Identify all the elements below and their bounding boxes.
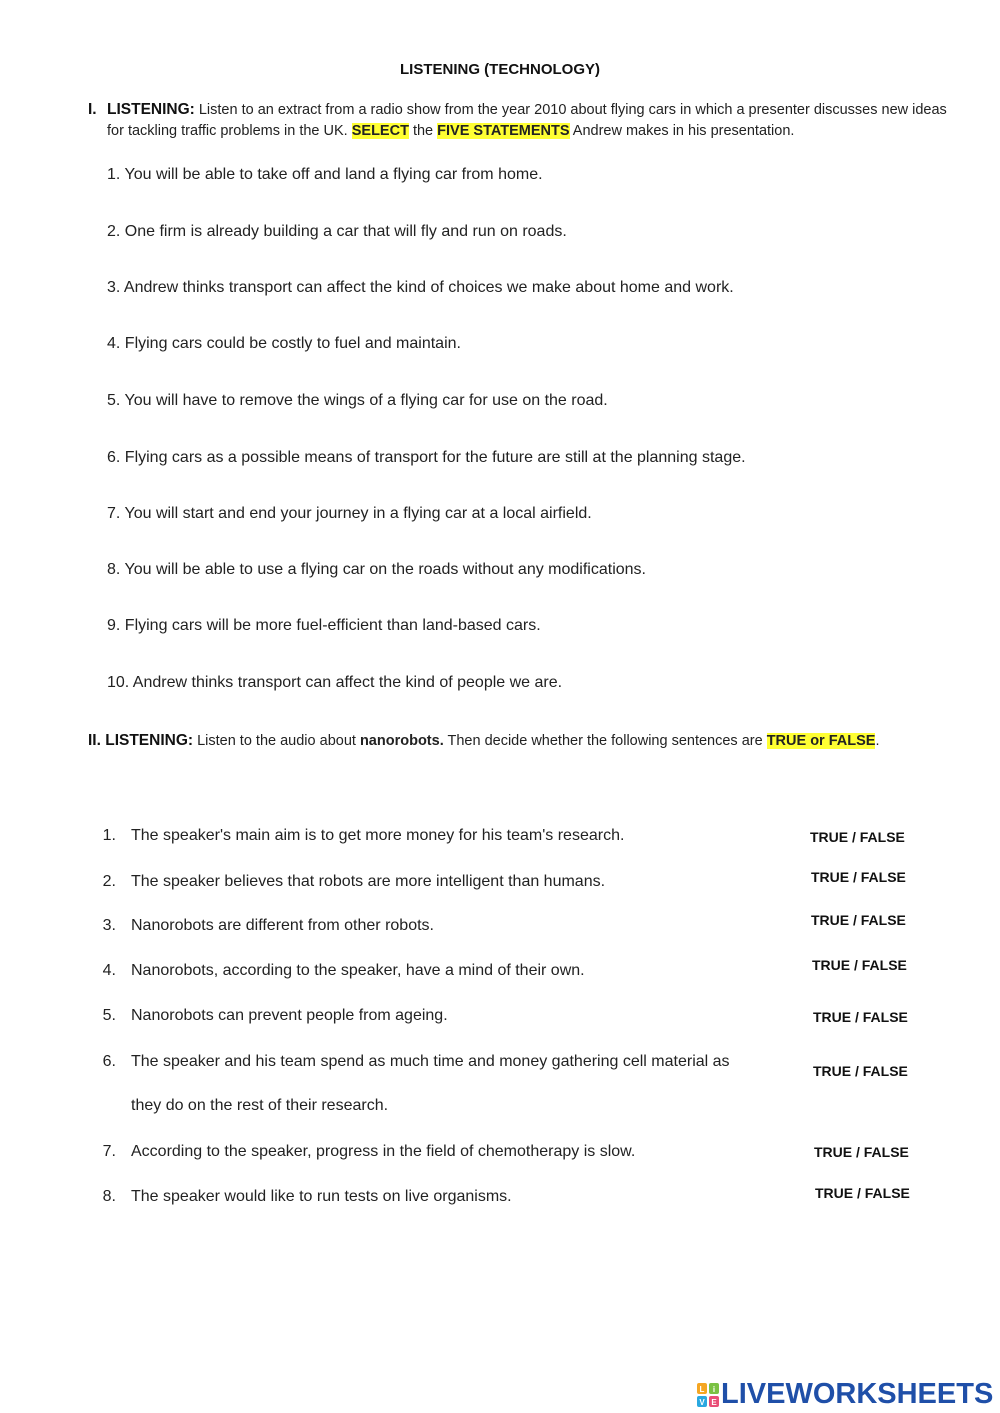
statement-item[interactable]: 10. Andrew thinks transport can affect the kind of people we are. [107,674,563,691]
item-number: 7. [102,1143,116,1160]
instruction-text: Then decide whether the following sentences are [443,733,767,749]
true-false-choice[interactable]: TRUE / FALSE [812,957,907,973]
true-false-sentence: Nanorobots can prevent people from ageing. [131,1007,448,1024]
true-false-sentence: According to the speaker, progress in the field of chemotherapy is slow. [131,1143,636,1160]
liveworksheets-logo[interactable] [697,1378,993,1408]
item-number: 4. [102,962,116,979]
instruction-text: . [875,733,880,749]
true-false-sentence: The speaker's main aim is to get more money for his team's research. [131,827,625,844]
instruction-text: Andrew makes in his presentation. [569,123,795,139]
instruction-text: Listen to an extract from a radio show from the year 2010 about flying cars in which a presenter discusses new ideas for tackling traffic problems in the UK. [107,102,947,139]
statement-item[interactable]: 1. You will be able to take off and land a flying car from home. [107,166,543,183]
highlight-select: SELECT [351,123,409,139]
section-1-heading: LISTENING: [107,101,195,118]
highlight-five-statements: FIVE STATEMENTS [437,123,570,139]
bold-nanorobots: nanorobots. [359,733,444,749]
svg-text:E: E [711,1397,717,1407]
statement-item[interactable]: 4. Flying cars could be costly to fuel and maintain. [107,335,461,352]
statement-item[interactable]: 8. You will be able to use a flying car on the roads without any modifications. [107,561,646,578]
section-2-heading: II. LISTENING: [88,732,194,749]
item-number: 1. [102,827,116,844]
true-false-sentence: The speaker would like to run tests on live organisms. [131,1188,512,1205]
svg-text:V: V [699,1397,705,1407]
liveworksheets-logo-text: LIVEWORKSHEETS [721,1378,994,1410]
true-false-sentence: Nanorobots are different from other robots. [131,917,434,934]
svg-text:L: L [699,1384,705,1394]
true-false-sentence: The speaker and his team spend as much time and money gathering cell material as [131,1053,730,1070]
page-title: LISTENING (TECHNOLOGY) [400,61,600,78]
item-number: 5. [102,1007,116,1024]
true-false-choice[interactable]: TRUE / FALSE [811,912,906,928]
true-false-choice[interactable]: TRUE / FALSE [815,1185,910,1201]
true-false-choice[interactable]: TRUE / FALSE [810,829,905,845]
section-1-number: I. [88,101,97,118]
true-false-choice[interactable]: TRUE / FALSE [811,869,906,885]
true-false-choice[interactable]: TRUE / FALSE [813,1009,908,1025]
item-number: 6. [102,1053,116,1070]
instruction-text: the [408,123,438,139]
statement-item[interactable]: 9. Flying cars will be more fuel-efficient than land-based cars. [107,617,541,634]
statement-item[interactable]: 3. Andrew thinks transport can affect the kind of choices we make about home and work. [107,279,734,296]
instruction-text: Listen to the audio about [193,733,360,749]
true-false-sentence: The speaker believes that robots are more intelligent than humans. [131,873,606,890]
true-false-choice[interactable]: TRUE / FALSE [814,1144,909,1160]
highlight-true-or-false: TRUE or FALSE [766,733,876,749]
true-false-choice[interactable]: TRUE / FALSE [813,1063,908,1079]
statement-item[interactable]: 6. Flying cars as a possible means of transport for the future are still at the planning stage. [107,449,746,466]
svg-text:i: i [712,1384,716,1394]
item-number: 8. [102,1188,116,1205]
item-number: 2. [102,873,116,890]
statement-item[interactable]: 2. One firm is already building a car that will fly and run on roads. [107,223,567,240]
statement-item[interactable]: 5. You will have to remove the wings of a flying car for use on the road. [107,392,608,409]
item-number: 3. [102,917,116,934]
true-false-sentence: Nanorobots, according to the speaker, have a mind of their own. [131,962,585,979]
statement-item[interactable]: 7. You will start and end your journey in a flying car at a local airfield. [107,505,592,522]
section-2-instructions [88,730,948,752]
liveworksheets-logo-icon [697,1383,719,1407]
section-1-instructions [107,99,947,142]
true-false-sentence-continued: they do on the rest of their research. [131,1097,389,1114]
